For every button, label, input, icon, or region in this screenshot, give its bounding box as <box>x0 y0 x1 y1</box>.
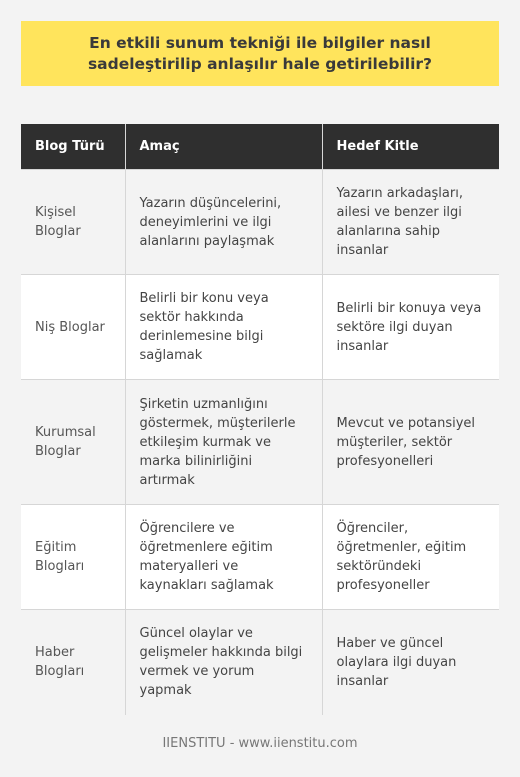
blog-type-cell: Eğitim Blogları <box>21 505 125 610</box>
purpose-cell: Güncel olaylar ve gelişmeler hakkında bilgi vermek ve yorum yapmak <box>125 610 322 715</box>
page-title: En etkili sunum tekniği ile bilgiler nasıl sadeleştirilip anlaşılır hale getirilebilir? <box>87 33 433 73</box>
audience-cell: Yazarın arkadaşları, ailesi ve benzer ilgi alanlarına sahip insanlar <box>322 170 499 275</box>
purpose-cell: Yazarın düşüncelerini, deneyimlerini ve ilgi alanlarını paylaşmak <box>125 170 322 275</box>
column-header-target-audience: Hedef Kitle <box>322 124 499 170</box>
table-row <box>21 610 499 715</box>
audience-cell: Belirli bir konuya veya sektöre ilgi duyan insanlar <box>322 275 499 380</box>
audience-cell: Mevcut ve potansiyel müşteriler, sektör profesyonelleri <box>322 380 499 505</box>
purpose-cell: Belirli bir konu veya sektör hakkında derinlemesine bilgi sağlamak <box>125 275 322 380</box>
table-header-row <box>21 124 499 170</box>
column-header-purpose: Amaç <box>125 124 322 170</box>
table-row <box>21 505 499 610</box>
column-header-blog-type: Blog Türü <box>21 124 125 170</box>
table-row <box>21 170 499 275</box>
audience-cell: Öğrenciler, öğretmenler, eğitim sektöründeki profesyoneller <box>322 505 499 610</box>
table-row <box>21 380 499 505</box>
footer-credit: IIENSTITU - www.iienstitu.com <box>162 736 358 751</box>
purpose-cell: Öğrencilere ve öğretmenlere eğitim materyalleri ve kaynakları sağlamak <box>125 505 322 610</box>
blog-type-cell: Haber Blogları <box>21 610 125 715</box>
title-banner <box>21 21 499 86</box>
blog-type-cell: Niş Bloglar <box>21 275 125 380</box>
blog-types-table <box>21 124 499 715</box>
blog-type-cell: Kurumsal Bloglar <box>21 380 125 505</box>
table-row <box>21 275 499 380</box>
purpose-cell: Şirketin uzmanlığını göstermek, müşterilerle etkileşim kurmak ve marka bilinirliğini artırmak <box>125 380 322 505</box>
blog-type-cell: Kişisel Bloglar <box>21 170 125 275</box>
audience-cell: Haber ve güncel olaylara ilgi duyan insanlar <box>322 610 499 715</box>
